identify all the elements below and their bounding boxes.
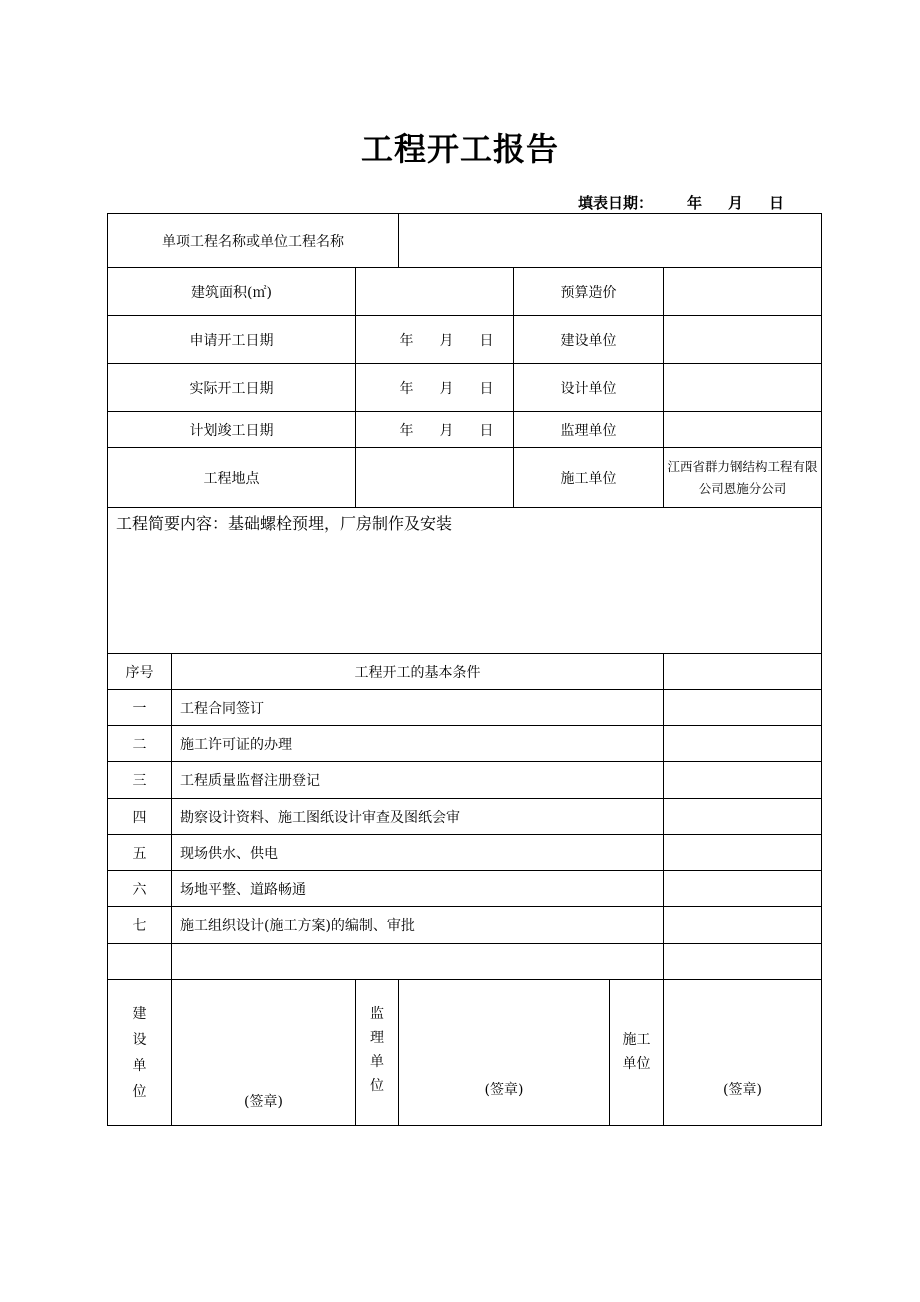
condition-text: 施工许可证的办理 [172, 726, 664, 762]
planned-end-row [108, 412, 822, 448]
header-serial-no: 序号 [108, 654, 172, 690]
fill-date-label: 填表日期： [578, 194, 654, 212]
fill-date [578, 192, 784, 213]
year-label: 年 [399, 332, 414, 349]
condition-row [108, 907, 822, 944]
condition-row [108, 726, 822, 762]
location-value[interactable] [356, 448, 514, 508]
location-row [108, 448, 822, 508]
area-value[interactable] [356, 268, 514, 316]
condition-row [108, 690, 822, 726]
condition-text: 工程质量监督注册登记 [172, 762, 664, 799]
owner-seal[interactable]: (签章) [172, 980, 356, 1126]
day-label: 日 [479, 332, 494, 349]
condition-no: 七 [108, 907, 172, 944]
actual-start-date[interactable] [356, 364, 514, 412]
month-label: 月 [439, 422, 454, 439]
area-label: 建筑面积(㎡) [108, 268, 356, 316]
signature-row [108, 980, 822, 1126]
budget-label: 预算造价 [514, 268, 664, 316]
builder-label: 施工单位 [514, 448, 664, 508]
month-label: 月 [439, 332, 454, 349]
builder-seal[interactable]: (签章) [664, 980, 822, 1126]
summary-row [108, 508, 822, 654]
condition-text: 施工组织设计(施工方案)的编制、审批 [172, 907, 664, 944]
supervisor-sign-label: 监 理 单 位 [356, 980, 399, 1126]
actual-start-label: 实际开工日期 [108, 364, 356, 412]
year-label: 年 [399, 422, 414, 439]
project-name-row [108, 214, 822, 268]
condition-status[interactable] [664, 835, 822, 871]
location-label: 工程地点 [108, 448, 356, 508]
supervisor-value[interactable] [664, 412, 822, 448]
budget-value[interactable] [664, 268, 822, 316]
condition-status[interactable] [664, 762, 822, 799]
header-conditions-title: 工程开工的基本条件 [172, 654, 664, 690]
apply-start-date[interactable] [356, 316, 514, 364]
condition-status[interactable] [664, 690, 822, 726]
owner-sign-label: 建 设 单 位 [108, 980, 172, 1126]
condition-no: 五 [108, 835, 172, 871]
condition-no: 二 [108, 726, 172, 762]
supervisor-seal[interactable]: (签章) [399, 980, 610, 1126]
fill-date-month: 月 [728, 194, 744, 212]
day-label: 日 [479, 422, 494, 439]
designer-label: 设计单位 [514, 364, 664, 412]
year-label: 年 [399, 380, 414, 397]
planned-end-label: 计划竣工日期 [108, 412, 356, 448]
header-check [664, 654, 822, 690]
condition-row [108, 835, 822, 871]
actual-start-row [108, 364, 822, 412]
builder-sign-label: 施工 单位 [610, 980, 664, 1126]
project-name-value[interactable] [399, 214, 822, 268]
condition-row [108, 799, 822, 835]
condition-text: 工程合同签订 [172, 690, 664, 726]
project-name-label: 单项工程名称或单位工程名称 [108, 214, 399, 268]
condition-status[interactable] [664, 799, 822, 835]
condition-status[interactable] [664, 944, 822, 980]
condition-no: 六 [108, 871, 172, 907]
condition-row [108, 871, 822, 907]
designer-value[interactable] [664, 364, 822, 412]
month-label: 月 [439, 380, 454, 397]
apply-start-row [108, 316, 822, 364]
condition-no: 一 [108, 690, 172, 726]
owner-value[interactable] [664, 316, 822, 364]
builder-value: 江西省群力钢结构工程有限公司恩施分公司 [664, 448, 822, 508]
supervisor-label: 监理单位 [514, 412, 664, 448]
fill-date-year: 年 [687, 194, 703, 212]
fill-date-day: 日 [769, 194, 785, 212]
condition-text: 现场供水、供电 [172, 835, 664, 871]
condition-text: 勘察设计资料、施工图纸设计审查及图纸会审 [172, 799, 664, 835]
page-title: 工程开工报告 [360, 130, 559, 168]
day-label: 日 [479, 380, 494, 397]
area-row [108, 268, 822, 316]
condition-no: 四 [108, 799, 172, 835]
condition-text: 场地平整、道路畅通 [172, 871, 664, 907]
conditions-header-row [108, 654, 822, 690]
condition-status[interactable] [664, 907, 822, 944]
condition-no: 三 [108, 762, 172, 799]
apply-start-label: 申请开工日期 [108, 316, 356, 364]
condition-row [108, 762, 822, 799]
owner-label: 建设单位 [514, 316, 664, 364]
project-summary: 工程简要内容：基础螺栓预埋，厂房制作及安装 [108, 508, 822, 654]
planned-end-date[interactable] [356, 412, 514, 448]
condition-row-empty [108, 944, 822, 980]
condition-status[interactable] [664, 726, 822, 762]
condition-no [108, 944, 172, 980]
condition-text [172, 944, 664, 980]
start-report-table [107, 213, 822, 1126]
condition-status[interactable] [664, 871, 822, 907]
